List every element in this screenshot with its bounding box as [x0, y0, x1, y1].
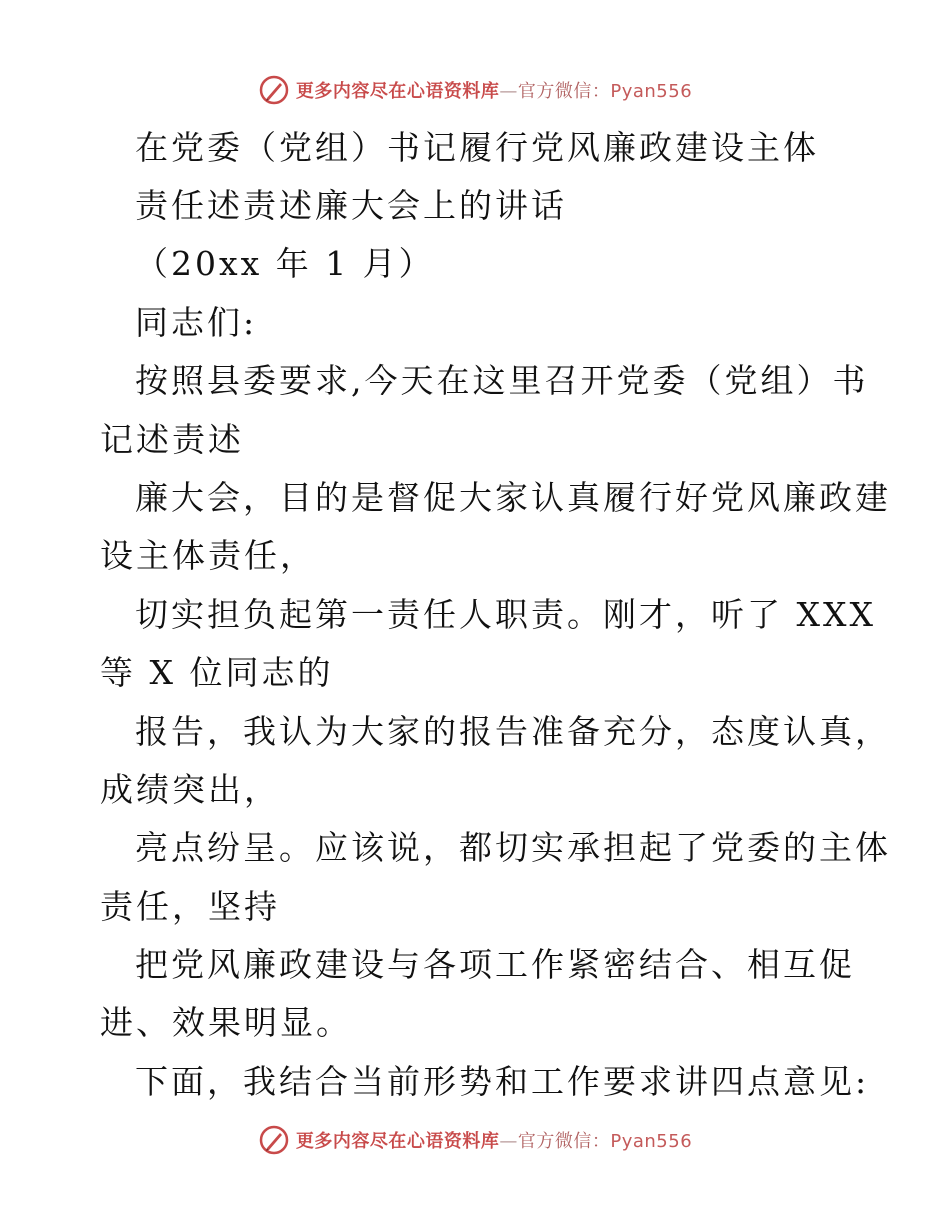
paragraph-line: 责任，坚持 — [100, 887, 280, 926]
date-line: （20xx 年 1 月） — [135, 244, 435, 283]
paragraph-line: 报告，我认为大家的报告准备充分，态度认真， — [135, 712, 891, 751]
watermark-footer — [0, 1120, 950, 1160]
title-line-2: 责任述责述廉大会上的讲话 — [135, 186, 567, 225]
quill-pen-seal-icon — [258, 1124, 290, 1156]
paragraph-line: 亮点纷呈。应该说，都切实承担起了党委的主体 — [135, 828, 891, 867]
watermark-label: 官方微信： — [517, 1131, 611, 1152]
watermark-dash: — — [499, 1131, 518, 1152]
watermark-brand: 更多内容尽在心语资料库 — [295, 81, 500, 102]
title-line-1: 在党委（党组）书记履行党风廉政建设主体 — [135, 128, 819, 167]
paragraph-line: 等 X 位同志的 — [100, 653, 334, 692]
watermark-brand: 更多内容尽在心语资料库 — [295, 1131, 500, 1152]
paragraph-line: 设主体责任， — [100, 536, 316, 575]
paragraph-line: 成绩突出， — [100, 770, 280, 809]
paragraph-line: 廉大会，目的是督促大家认真履行好党风廉政建 — [135, 478, 891, 517]
paragraph-line: 下面，我结合当前形势和工作要求讲四点意见: — [135, 1062, 870, 1101]
paragraph-line: 进、效果明显。 — [100, 1003, 352, 1042]
watermark-dash: — — [499, 81, 518, 102]
paragraph-line: 记述责述 — [100, 420, 244, 459]
salutation: 同志们: — [135, 303, 258, 342]
watermark-id: Pyan556 — [610, 81, 693, 102]
watermark-label: 官方微信： — [517, 81, 611, 102]
paragraph-line: 按照县委要求,今天在这里召开党委（党组）书 — [135, 361, 869, 400]
paragraph-line: 切实担负起第一责任人职责。刚才，听了 XXX — [135, 595, 876, 634]
paragraph-line: 把党风廉政建设与各项工作紧密结合、相互促 — [135, 945, 855, 984]
watermark-id: Pyan556 — [610, 1131, 693, 1152]
